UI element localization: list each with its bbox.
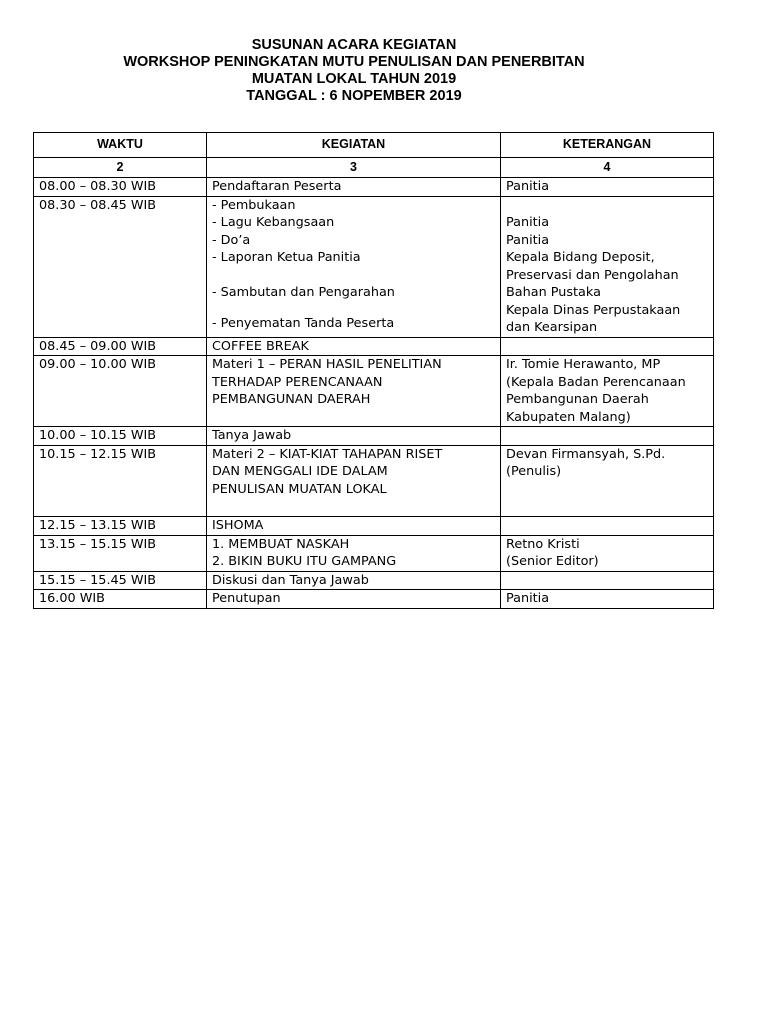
- kegiatan-line: PEMBANGUNAN DAERAH: [212, 392, 371, 407]
- header-waktu: WAKTU: [34, 133, 207, 158]
- keterangan-line: Bahan Pustaka: [506, 285, 601, 300]
- kegiatan-cell: [207, 535, 501, 571]
- kegiatan-cell: [207, 196, 501, 337]
- kegiatan-line: - Do’a: [212, 232, 251, 248]
- keterangan-line: [506, 427, 713, 445]
- title-line-1: SUSUNAN ACARA KEGIATAN: [251, 37, 457, 53]
- kegiatan-line: - Penyematan Tanda Peserta: [212, 316, 395, 331]
- keterangan-line: Devan Firmansyah, S.Pd.: [506, 446, 666, 462]
- kegiatan-line: Diskusi dan Tanya Jawab: [212, 572, 369, 588]
- keterangan-line: Retno Kristi: [506, 536, 580, 552]
- keterangan-cell: [501, 196, 714, 337]
- keterangan-line: Panitia: [506, 179, 550, 194]
- number-row: [34, 158, 714, 178]
- column-number: 4: [501, 158, 714, 178]
- keterangan-line: [506, 338, 713, 356]
- kegiatan-line: - Laporan Ketua Panitia: [212, 250, 361, 265]
- document-title: [0, 37, 708, 105]
- table-row: [34, 445, 714, 517]
- keterangan-line: Preservasi dan Pengolahan: [506, 267, 679, 283]
- waktu-cell: 12.15 – 13.15 WIB: [34, 517, 207, 536]
- kegiatan-line: Penutupan: [212, 591, 281, 606]
- keterangan-cell: [501, 535, 714, 571]
- table-row: [34, 178, 714, 197]
- keterangan-line: (Kepala Badan Perencanaan: [506, 374, 686, 390]
- kegiatan-line: TERHADAP PERENCANAAN: [212, 374, 383, 390]
- kegiatan-line: Materi 1 – PERAN HASIL PENELITIAN: [212, 357, 442, 372]
- header-keterangan: KETERANGAN: [501, 133, 714, 158]
- kegiatan-line: - Pembukaan: [212, 197, 296, 213]
- keterangan-cell: [501, 356, 714, 427]
- column-number: 2: [34, 158, 207, 178]
- waktu-cell: 08.45 – 09.00 WIB: [34, 337, 207, 356]
- keterangan-cell: [501, 571, 714, 590]
- title-line-3: MUATAN LOKAL TAHUN 2019: [251, 71, 457, 87]
- table-row: [34, 535, 714, 571]
- table-row: [34, 571, 714, 590]
- kegiatan-cell: [207, 445, 501, 517]
- kegiatan-cell: [207, 427, 501, 446]
- kegiatan-line: [212, 275, 500, 284]
- keterangan-cell: [501, 178, 714, 197]
- header-kegiatan: KEGIATAN: [207, 133, 501, 158]
- kegiatan-cell: [207, 571, 501, 590]
- kegiatan-line: Tanya Jawab: [212, 428, 292, 443]
- keterangan-cell: [501, 427, 714, 446]
- kegiatan-cell: [207, 178, 501, 197]
- kegiatan-line: ISHOMA: [212, 518, 264, 533]
- waktu-cell: 10.00 – 10.15 WIB: [34, 427, 207, 446]
- waktu-cell: 08.00 – 08.30 WIB: [34, 178, 207, 197]
- kegiatan-line: COFFEE BREAK: [212, 338, 309, 354]
- table-row: [34, 196, 714, 337]
- kegiatan-cell: [207, 590, 501, 609]
- keterangan-line: Panitia: [506, 591, 550, 606]
- kegiatan-cell: [207, 356, 501, 427]
- kegiatan-line: [212, 267, 500, 276]
- table-row: [34, 590, 714, 609]
- keterangan-cell: [501, 517, 714, 536]
- kegiatan-line: Materi 2 – KIAT-KIAT TAHAPAN RISET: [212, 446, 443, 462]
- kegiatan-line: PENULISAN MUATAN LOKAL: [212, 481, 387, 497]
- keterangan-line: dan Kearsipan: [506, 320, 598, 335]
- keterangan-line: Kepala Dinas Perpustakaan: [506, 302, 681, 318]
- schedule-table: [33, 132, 714, 609]
- kegiatan-line: 1. MEMBUAT NASKAH: [212, 536, 350, 552]
- kegiatan-line: 2. BIKIN BUKU ITU GAMPANG: [212, 554, 397, 569]
- keterangan-line: [506, 197, 713, 215]
- header-row: [34, 133, 714, 158]
- waktu-cell: 15.15 – 15.45 WIB: [34, 571, 207, 590]
- waktu-cell: 13.15 – 15.15 WIB: [34, 535, 207, 571]
- kegiatan-line: DAN MENGGALI IDE DALAM: [212, 464, 388, 479]
- table-row: [34, 517, 714, 536]
- kegiatan-cell: [207, 337, 501, 356]
- waktu-cell: 09.00 – 10.00 WIB: [34, 356, 207, 427]
- title-line-2: WORKSHOP PENINGKATAN MUTU PENULISAN DAN PENERBITAN: [123, 54, 585, 70]
- table-row: [34, 337, 714, 356]
- keterangan-line: [506, 517, 713, 535]
- keterangan-line: [506, 572, 713, 590]
- keterangan-line: Panitia: [506, 232, 550, 248]
- keterangan-cell: [501, 337, 714, 356]
- waktu-cell: 10.15 – 12.15 WIB: [34, 445, 207, 517]
- keterangan-line: Kabupaten Malang): [506, 409, 631, 425]
- waktu-cell: 16.00 WIB: [34, 590, 207, 609]
- column-number: 3: [207, 158, 501, 178]
- kegiatan-line: Pendaftaran Peserta: [212, 179, 342, 194]
- kegiatan-cell: [207, 517, 501, 536]
- table-row: [34, 356, 714, 427]
- keterangan-line: (Penulis): [506, 464, 562, 479]
- keterangan-line: Pembangunan Daerah: [506, 392, 649, 407]
- keterangan-line: Ir. Tomie Herawanto, MP: [506, 357, 661, 372]
- keterangan-line: (Senior Editor): [506, 554, 599, 569]
- keterangan-line: Panitia: [506, 215, 550, 230]
- keterangan-cell: [501, 590, 714, 609]
- keterangan-line: Kepala Bidang Deposit,: [506, 250, 655, 265]
- kegiatan-line: - Sambutan dan Pengarahan: [212, 284, 395, 300]
- title-line-4: TANGGAL : 6 NOPEMBER 2019: [246, 88, 462, 104]
- waktu-cell: 08.30 – 08.45 WIB: [34, 196, 207, 337]
- kegiatan-line: - Lagu Kebangsaan: [212, 215, 335, 230]
- schedule-rows: [34, 178, 714, 609]
- keterangan-cell: [501, 445, 714, 517]
- table-row: [34, 427, 714, 446]
